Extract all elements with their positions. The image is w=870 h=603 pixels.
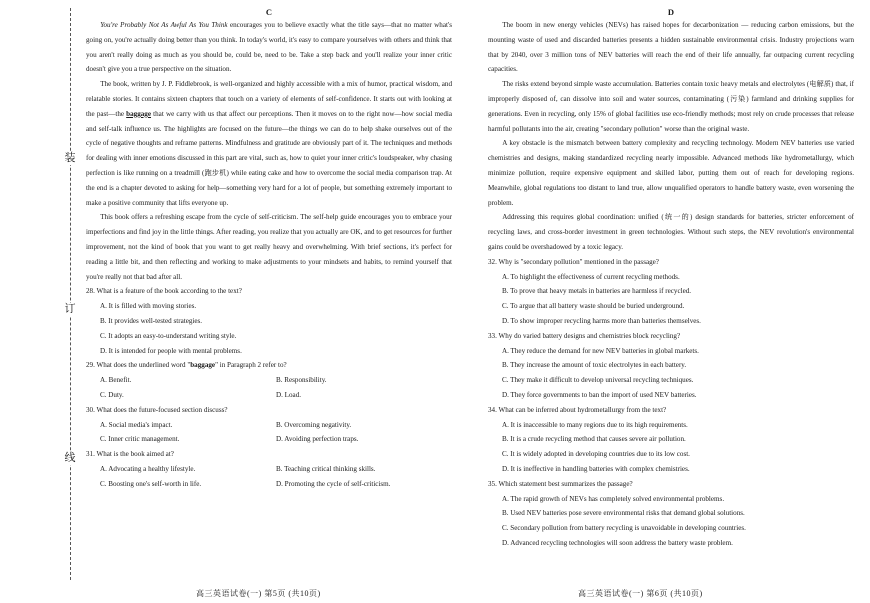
section-c-heading: C (265, 7, 273, 17)
passage-d-para-3: A key obstacle is the mismatch between battery complexity and recycling technology. Modern NEV batteries use varied chemistries and designs, making standardized recycling nearly impossible. Advanced methods like hydrometallurgy, which minimize pollution, require expensive equipment and skilled labor, putting them out of reach for developing regions. Meanwhile, global regulations too distant to land true, allow unqualified operators to handle battery waste, even worsening the problem. (488, 139, 854, 207)
q30-option-c: C. Inner critic management. (100, 435, 180, 444)
q31-option-b: B. Teaching critical thinking skills. (276, 464, 376, 473)
book-title: You're Probably Not As Awful As You Think (100, 21, 228, 29)
binding-mark-zhuang: 装 (64, 152, 76, 164)
q35-option-b: B. Used NEV batteries pose severe environmental risks that demand global solutions. (502, 509, 745, 518)
passage-d-para-4: Addressing this requires global coordination: unified (统一的) design standards for batteries, stricter enforcement of recycling laws, and cross-border investment in green technologies. Without such steps, the NEV revolution's environmental gains could be overshadowed by a toxic legacy. (488, 213, 854, 251)
q28-option-b: B. It provides well-tested strategies. (100, 316, 203, 325)
question-28: 28. What is a feature of the book according to the text? (86, 287, 242, 296)
question-34: 34. What can be inferred about hydrometallurgy from the text? (488, 405, 667, 414)
binding-margin (0, 0, 78, 603)
q31-option-d: D. Promoting the cycle of self-criticism. (276, 479, 391, 488)
q31-option-c: C. Boosting one's self-worth in life. (100, 479, 202, 488)
page-footer-left: 高三英语试卷(一) 第5页 (共10页) (196, 589, 321, 598)
binding-mark-xian: 线 (64, 452, 76, 464)
q30-option-b: B. Overcoming negativity. (276, 420, 352, 429)
q31-options (100, 462, 452, 492)
question-35: 35. Which statement best summarizes the passage? (488, 479, 633, 488)
question-32: 32. Why is "secondary pollution" mentioned in the passage? (488, 257, 659, 266)
left-page (86, 6, 452, 492)
q28-option-d: D. It is intended for people with mental problems. (100, 346, 242, 355)
q29-options (100, 373, 452, 403)
q32-option-a: A. To highlight the effectiveness of current recycling methods. (502, 272, 680, 281)
q34-option-b: B. It is a crude recycling method that causes severe air pollution. (502, 435, 686, 444)
passage-d-para-2: The risks extend beyond simple waste accumulation. Batteries contain toxic heavy metals and electrolytes (电解质) that, if improperly disposed of, can dissolve into soil and water sources, contaminating (污染) farmland and drinking supplies for generations. Even in recycling, only 15% of global facilities use eco-friendly methods; most rely on crude processes that release harmful pollutants into the air, creating "secondary pollution" worse than the original waste. (488, 80, 854, 133)
q32-option-b: B. To prove that heavy metals in batteries are harmless if recycled. (502, 287, 692, 296)
underlined-word: baggage (126, 109, 151, 118)
page-footer-right: 高三英语试卷(一) 第6页 (共10页) (578, 589, 703, 598)
q29-option-a: A. Benefit. (100, 376, 132, 385)
binding-mark-ding: 订 (64, 303, 76, 315)
q29-option-b: B. Responsibility. (276, 376, 327, 385)
question-33: 33. Why do varied battery designs and chemistries block recycling? (488, 331, 681, 340)
q35-option-a: A. The rapid growth of NEVs has completely solved environmental problems. (502, 494, 725, 503)
q35-option-d: D. Advanced recycling technologies will soon address the battery waste problem. (502, 538, 733, 547)
q32-option-c: C. To argue that all battery waste should be buried underground. (502, 302, 685, 311)
q34-option-d: D. It is ineffective in handling batteries with complex chemistries. (502, 464, 690, 473)
q28-option-c: C. It adopts an easy-to-understand writing style. (100, 331, 237, 340)
question-29: 29. What does the underlined word "baggage" in Paragraph 2 refer to? (86, 361, 287, 370)
section-d-heading: D (667, 7, 675, 17)
q35-option-c: C. Secondary pollution from battery recycling is unavoidable in developing countries. (502, 524, 746, 533)
passage-c-para-1: You're Probably Not As Awful As You Think encourages you to believe exactly what the title says—that no matter what's going on, you're actually doing better than you think. In today's world, it's easy to compare yourselves with others and think that you aren't really doing as much as you should be, could be, need to be. Take a step back and you'll realize your inner critic doesn't give you a true perspective on the situation. (86, 21, 452, 74)
q30-option-a: A. Social media's impact. (100, 420, 173, 429)
passage-c-para-2: The book, written by J. P. Fiddlebrook, is well-organized and highly accessible with a mix of humor, practical wisdom, and relatable stories. It contains sixteen chapters that touch on a variety of elements of self-confidence. It starts out with looking at the past—the baggage that we carry with us that affect our perceptions. Then it moves on to the right now—how social media and self-talk influence us. The highlights are focused on the future—the things we can do to help shake ourselves out of the cycle of negative thoughts and reframe patterns. Mindfulness and gratitude are obviously part of it. The techniques and methods for dealing with inner emotions discussed in this part are vital, such as, how to quiet your inner critic's loudspeaker, why chasing perfection is like running on a treadmill (跑步机) while eating cake and how to overcome the social media comparison trap. At the end is a chapter devoted to asking for help—something very hard for a lot of people, but something extremely important to make a positive community that lifts everyone up. (86, 80, 452, 207)
q31-option-a: A. Advocating a healthy lifestyle. (100, 464, 196, 473)
question-31: 31. What is the book aimed at? (86, 450, 174, 459)
q33-option-d: D. They force governments to ban the import of used NEV batteries. (502, 390, 697, 399)
binding-dashed-line (70, 8, 71, 580)
passage-d-para-1: The boom in new energy vehicles (NEVs) has raised hopes for decarbonization — reducing carbon emissions, but the mounting waste of used and discarded batteries presents a hidden sustainable environmental crisis. Industry projections warn that by 2040, over 3 million tons of NEV batteries will reach the end of their life annually, far outpacing current recycling capacities. (488, 21, 854, 74)
q28-option-a: A. It is filled with moving stories. (100, 302, 197, 311)
right-page (488, 6, 854, 551)
q33-option-b: B. They increase the amount of toxic electrolytes in each battery. (502, 361, 687, 370)
question-30: 30. What does the future-focused section discuss? (86, 405, 228, 414)
passage-c-para-3: This book offers a refreshing escape from the cycle of self-criticism. The self-help guide encourages you to embrace your imperfections and find joy in the little things. After reading, you realize that you actually are OK, and to get resources for further improvement, not the kind of book that you want to get really heavy and overwhelming. With brief sections, it's perfect for reading a little bit, and then reflecting and working to make adjustments to your mindsets and habits, to remind yourself that you're really not that bad after all. (86, 213, 452, 281)
q33-option-c: C. They make it difficult to develop universal recycling techniques. (502, 376, 694, 385)
q30-options (100, 418, 452, 448)
q33-option-a: A. They reduce the demand for new NEV batteries in global markets. (502, 346, 699, 355)
q32-option-d: D. To show improper recycling harms more than batteries themselves. (502, 316, 701, 325)
q29-option-c: C. Duty. (100, 390, 124, 399)
q29-option-d: D. Load. (276, 390, 302, 399)
q34-option-a: A. It is inaccessible to many regions due to its high requirements. (502, 420, 688, 429)
q30-option-d: D. Avoiding perfection traps. (276, 435, 359, 444)
q34-option-c: C. It is widely adopted in developing countries due to its low cost. (502, 450, 690, 459)
